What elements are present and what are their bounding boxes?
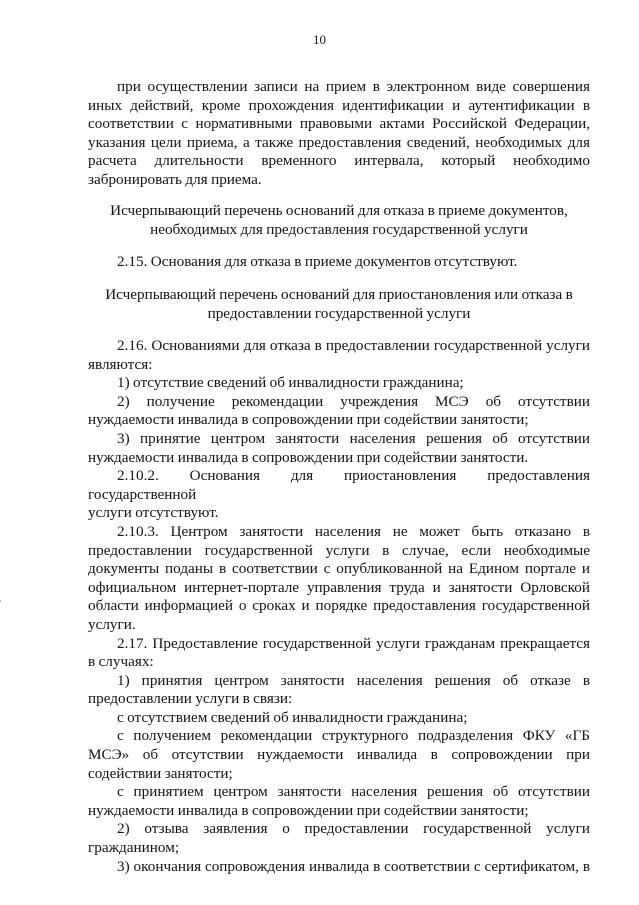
text-line: предоставлении государственной услуги в случае, если необходимые — [88, 541, 590, 559]
text-line: являются: — [88, 355, 153, 373]
heading-line: предоставлении государственной услуги — [207, 304, 471, 322]
text-line: нуждаемости инвалида в сопровождении при содействии занятости; — [88, 411, 529, 429]
text-line: области информацией о сроках и порядке предоставления государственной — [88, 597, 590, 615]
text-line: с принятием центром занятости населения решения об отсутствии — [117, 783, 590, 801]
text-line: официальном интернет-портале управления труда и занятости Орловской — [88, 578, 590, 596]
body-block-2 — [88, 253, 590, 272]
text-line: услуги. — [88, 615, 136, 633]
section-heading-1 — [88, 202, 590, 239]
text-line: расчета длительности временного интервала, который необходимо — [88, 152, 590, 170]
text-line: с отсутствием сведений об инвалидности гражданина; — [117, 708, 468, 726]
text-line: 2) отзыва заявления о предоставлении государственной услуги — [117, 820, 590, 838]
text-line: при осуществлении записи на прием в электронном виде совершения — [117, 78, 590, 95]
text-line: 3) принятие центром занятости населения решения об отсутствии — [117, 429, 590, 447]
text-line: 2.17. Предоставление государственной услуги гражданам прекращается — [117, 634, 590, 652]
text-line: 1) принятия центром занятости населения решения об отказе в — [117, 671, 590, 689]
text-line: 2) получение рекомендации учреждения МСЭ об отсутствии — [117, 392, 590, 410]
heading-line: Исчерпывающий перечень оснований для отказа в приеме документов, — [110, 202, 568, 219]
text-line: содействии занятости; — [88, 764, 233, 782]
text-line: 3) окончания сопровождения инвалида в соответствии с сертификатом, в — [117, 857, 590, 875]
text-line: гражданином; — [88, 839, 180, 857]
text-line: услуги отсутствуют. — [88, 504, 219, 522]
text-line: предоставлении услуги в связи: — [88, 690, 293, 708]
text-line: забронировать для приема. — [88, 170, 262, 188]
text-line: указания цели приема, а также предоставления сведений, необходимых для — [88, 133, 590, 151]
text-line: МСЭ» об отсутствии нуждаемости инвалида в сопровождении при — [88, 746, 590, 764]
heading-line: Исчерпывающий перечень оснований для приостановления или отказа в — [105, 286, 573, 303]
text-line: в случаях: — [88, 653, 154, 671]
text-line: нуждаемости инвалида в сопровождении при содействии занятости. — [88, 448, 529, 466]
scan-mark — [0, 600, 1, 602]
text-line: 2.16. Основаниями для отказа в предоставлении государственной услуги — [117, 337, 590, 354]
text-line: 2.15. Основания для отказа в приеме документов отсутствуют. — [117, 253, 518, 270]
text-line: 2.10.3. Центром занятости населения не может быть отказано в — [117, 522, 590, 540]
text-line: нуждаемости инвалида в сопровождении при содействии занятости; — [88, 801, 529, 819]
text-line: 1) отсутствие сведений об инвалидности гражданина; — [117, 374, 464, 392]
heading-line: необходимых для предоставления государственной услуги — [150, 220, 528, 238]
text-line: документы поданы в соответствии с опубликованной на Едином портале и — [88, 560, 590, 578]
text-line: с получением рекомендации структурного подразделения ФКУ «ГБ — [117, 727, 590, 745]
text-line: соответствии с нормативными правовыми актами Российской Федерации, — [88, 115, 590, 133]
section-heading-2 — [88, 286, 590, 323]
body-block-1 — [88, 78, 590, 190]
text-line: иных действий, кроме прохождения идентификации и аутентификации в — [88, 96, 590, 114]
page-number: 10 — [313, 32, 326, 47]
text-line: 2.10.2. Основания для приостановления предоставления государственной — [88, 467, 590, 503]
body-block-3 — [88, 337, 590, 876]
